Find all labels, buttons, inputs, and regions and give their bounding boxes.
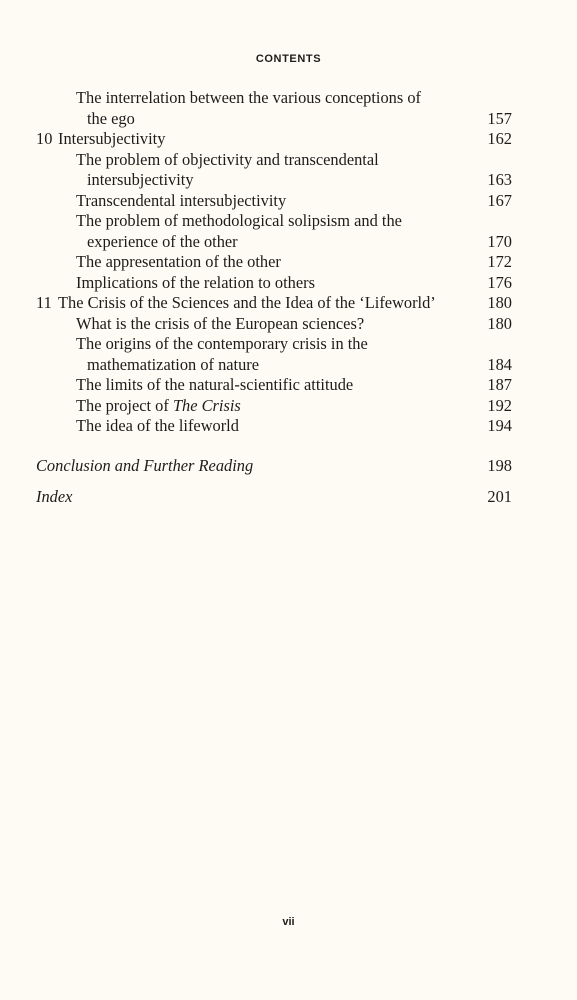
chapter-title: Intersubjectivity bbox=[58, 129, 166, 148]
toc-entry-methodological-solipsism-continued bbox=[36, 232, 512, 253]
toc-entry-title: What is the crisis of the European sciences? bbox=[76, 313, 365, 333]
toc-entry-idea-of-lifeworld bbox=[36, 416, 512, 437]
toc-page-number: 167 bbox=[487, 190, 512, 210]
toc-chapter-11 bbox=[36, 293, 512, 314]
toc-entry-title-prefix: The project of bbox=[76, 395, 173, 415]
toc-entry-title: The origins of the contemporary crisis in the bbox=[76, 334, 368, 353]
toc-entry-project-of-the-crisis bbox=[36, 396, 512, 417]
toc-page-number: 192 bbox=[487, 395, 512, 415]
table-of-contents bbox=[36, 88, 512, 508]
toc-entry-title: The idea of the lifeworld bbox=[76, 416, 239, 435]
toc-page-number: 162 bbox=[487, 129, 512, 148]
toc-page-number: 194 bbox=[487, 416, 512, 435]
toc-entry-title: experience of the other bbox=[87, 231, 238, 251]
running-header: CONTENTS bbox=[255, 53, 322, 65]
toc-entry-transcendental-intersubjectivity bbox=[36, 191, 512, 212]
toc-page-number: 157 bbox=[487, 108, 512, 128]
toc-entry-conclusion bbox=[36, 456, 512, 477]
toc-entry-title: intersubjectivity bbox=[87, 170, 194, 189]
toc-entry-appresentation bbox=[36, 252, 512, 273]
toc-page-number: 172 bbox=[487, 252, 512, 271]
toc-entry-interrelation-of-ego bbox=[36, 88, 512, 109]
toc-entry-title: the ego bbox=[87, 108, 135, 128]
toc-entry-interrelation-of-ego-continued bbox=[36, 109, 512, 130]
toc-page-number: 180 bbox=[487, 313, 512, 333]
toc-page-number: 187 bbox=[487, 375, 512, 394]
toc-entry-title: Transcendental intersubjectivity bbox=[76, 190, 287, 210]
toc-page-number: 198 bbox=[487, 455, 512, 475]
toc-page-number: 201 bbox=[487, 487, 512, 506]
toc-entry-title: The limits of the natural-scientific attitude bbox=[76, 375, 354, 394]
toc-chapter-heading bbox=[36, 293, 436, 314]
toc-entry-title: The interrelation between the various conceptions of bbox=[76, 88, 421, 107]
toc-entry-origins-of-crisis-continued bbox=[36, 355, 512, 376]
toc-entry-title: Conclusion and Further Reading bbox=[36, 455, 254, 475]
toc-entry-title: mathematization of nature bbox=[87, 354, 260, 374]
chapter-number: 10 bbox=[36, 129, 53, 148]
page-folio: vii bbox=[282, 916, 295, 928]
toc-page-number: 184 bbox=[487, 354, 512, 374]
toc-chapter-heading bbox=[36, 129, 165, 150]
toc-entry-index bbox=[36, 487, 512, 508]
toc-entry-title: The appresentation of the other bbox=[76, 252, 281, 271]
toc-entry-problem-of-objectivity bbox=[36, 150, 512, 171]
chapter-title: The Crisis of the Sciences and the Idea of the ‘Lifeworld’ bbox=[58, 293, 436, 312]
toc-chapter-10 bbox=[36, 129, 512, 150]
toc-entry-title: The problem of methodological solipsism and the bbox=[76, 211, 402, 230]
toc-entry-title: The problem of objectivity and transcendental bbox=[76, 149, 379, 169]
toc-page-number: 170 bbox=[487, 231, 512, 251]
toc-entry-problem-of-objectivity-continued bbox=[36, 170, 512, 191]
toc-entry-methodological-solipsism bbox=[36, 211, 512, 232]
toc-entry-limits-of-natural-scientific-attitude bbox=[36, 375, 512, 396]
toc-entry-title: Index bbox=[36, 487, 73, 506]
toc-entry-origins-of-crisis bbox=[36, 334, 512, 355]
chapter-number: 11 bbox=[36, 293, 52, 312]
toc-page-number: 176 bbox=[487, 272, 512, 292]
toc-entry-title: Implications of the relation to others bbox=[76, 272, 315, 292]
toc-entry-crisis-of-european-sciences bbox=[36, 314, 512, 335]
toc-entry-title bbox=[76, 396, 241, 417]
toc-entry-title-italic: The Crisis bbox=[172, 395, 241, 415]
toc-page-number: 163 bbox=[487, 170, 512, 189]
toc-entry-implications-of-relation bbox=[36, 273, 512, 294]
toc-page-number: 180 bbox=[487, 293, 512, 312]
